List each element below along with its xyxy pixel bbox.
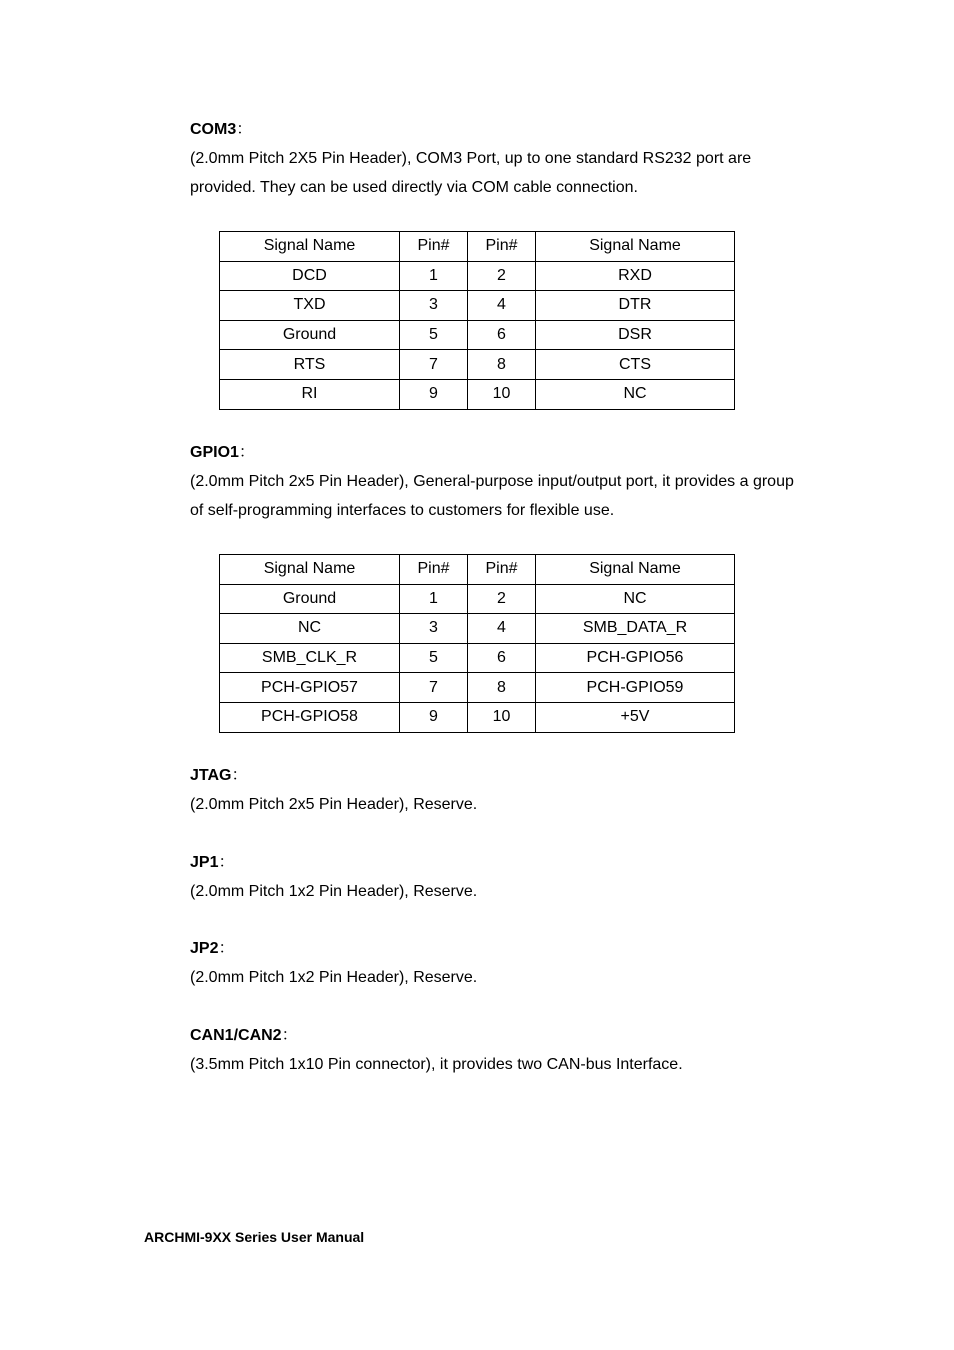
table-cell: 1 (400, 261, 468, 291)
table-cell: 3 (400, 291, 468, 321)
com3-description: (2.0mm Pitch 2X5 Pin Header), COM3 Port, up to one standard RS232 port are provided. They can be used directly via COM cable connection. (190, 150, 752, 196)
gpio1-colon: ： (238, 444, 255, 461)
table-cell: 2 (468, 261, 536, 291)
gpio1-title: GPIO1 (190, 444, 239, 461)
table-cell: DTR (536, 291, 735, 321)
table-cell: NC (220, 614, 400, 644)
table-cell: DCD (220, 261, 400, 291)
table-row (220, 320, 735, 350)
can-section (190, 1021, 810, 1079)
table-cell: RI (220, 379, 400, 409)
gpio1-section (190, 438, 810, 525)
header-cell: Signal Name (536, 555, 735, 585)
jp1-heading (190, 848, 810, 877)
table-cell: PCH-GPIO59 (536, 673, 735, 703)
table-row (220, 673, 735, 703)
table-cell: 7 (400, 350, 468, 380)
header-cell: Pin# (468, 555, 536, 585)
header-cell: Signal Name (220, 232, 400, 262)
com3-section (190, 115, 810, 202)
table-cell: 4 (468, 291, 536, 321)
table-header-row (220, 232, 735, 262)
header-cell: Pin# (468, 232, 536, 262)
table-cell: 10 (468, 702, 536, 732)
table-cell: TXD (220, 291, 400, 321)
table-row (220, 584, 735, 614)
jtag-title: JTAG (190, 767, 232, 784)
table-cell: 6 (468, 643, 536, 673)
table-cell: RXD (536, 261, 735, 291)
table-row (220, 614, 735, 644)
table-cell: CTS (536, 350, 735, 380)
table-cell: 9 (400, 702, 468, 732)
table-cell: NC (536, 379, 735, 409)
jtag-colon: ： (231, 767, 248, 784)
jp2-colon: ： (218, 940, 235, 957)
jp1-section (190, 848, 810, 906)
com3-colon: ： (236, 121, 253, 138)
jp2-heading (190, 934, 810, 963)
table-cell: 4 (468, 614, 536, 644)
gpio1-description: (2.0mm Pitch 2x5 Pin Header), General-purpose input/output port, it provides a group of self-programming interfaces to customers for flexible use. (190, 473, 794, 519)
header-cell: Signal Name (220, 555, 400, 585)
table-cell: 5 (400, 643, 468, 673)
table-cell: PCH-GPIO56 (536, 643, 735, 673)
table-cell: 5 (400, 320, 468, 350)
table-cell: 10 (468, 379, 536, 409)
footer-manual-title: ARCHMI-9XX Series User Manual (144, 1229, 365, 1245)
jp1-description: (2.0mm Pitch 1x2 Pin Header), Reserve. (190, 883, 478, 900)
table-header-row (220, 555, 735, 585)
table-cell: 8 (468, 673, 536, 703)
can-description: (3.5mm Pitch 1x10 Pin connector), it provides two CAN-bus Interface. (190, 1056, 683, 1073)
table-row (220, 291, 735, 321)
table-row (220, 643, 735, 673)
table-cell: RTS (220, 350, 400, 380)
jp2-description: (2.0mm Pitch 1x2 Pin Header), Reserve. (190, 969, 478, 986)
gpio1-pin-table (219, 554, 735, 733)
jp2-section (190, 934, 810, 992)
table-cell: DSR (536, 320, 735, 350)
jp1-colon: ： (218, 854, 235, 871)
table-cell: PCH-GPIO57 (220, 673, 400, 703)
can-title: CAN1/CAN2 (190, 1027, 282, 1044)
table-cell: 6 (468, 320, 536, 350)
jp2-title: JP2 (190, 940, 219, 957)
gpio1-heading (190, 438, 810, 467)
table-cell: NC (536, 584, 735, 614)
table-cell: Ground (220, 320, 400, 350)
table-cell: 1 (400, 584, 468, 614)
table-row (220, 350, 735, 380)
table-cell: 7 (400, 673, 468, 703)
table-cell: +5V (536, 702, 735, 732)
com3-title: COM3 (190, 121, 237, 138)
table-row (220, 702, 735, 732)
jp1-title: JP1 (190, 854, 219, 871)
com3-heading (190, 115, 810, 144)
header-cell: Pin# (400, 232, 468, 262)
header-cell: Pin# (400, 555, 468, 585)
jtag-description: (2.0mm Pitch 2x5 Pin Header), Reserve. (190, 796, 478, 813)
table-cell: 8 (468, 350, 536, 380)
table-cell: PCH-GPIO58 (220, 702, 400, 732)
com3-pin-table (219, 231, 735, 410)
can-heading (190, 1021, 810, 1050)
header-cell: Signal Name (536, 232, 735, 262)
table-cell: 3 (400, 614, 468, 644)
table-row (220, 261, 735, 291)
jtag-section (190, 761, 810, 819)
table-cell: SMB_CLK_R (220, 643, 400, 673)
can-colon: ： (281, 1027, 298, 1044)
jtag-heading (190, 761, 810, 790)
table-cell: Ground (220, 584, 400, 614)
table-cell: 9 (400, 379, 468, 409)
table-row (220, 379, 735, 409)
table-cell: 2 (468, 584, 536, 614)
table-cell: SMB_DATA_R (536, 614, 735, 644)
